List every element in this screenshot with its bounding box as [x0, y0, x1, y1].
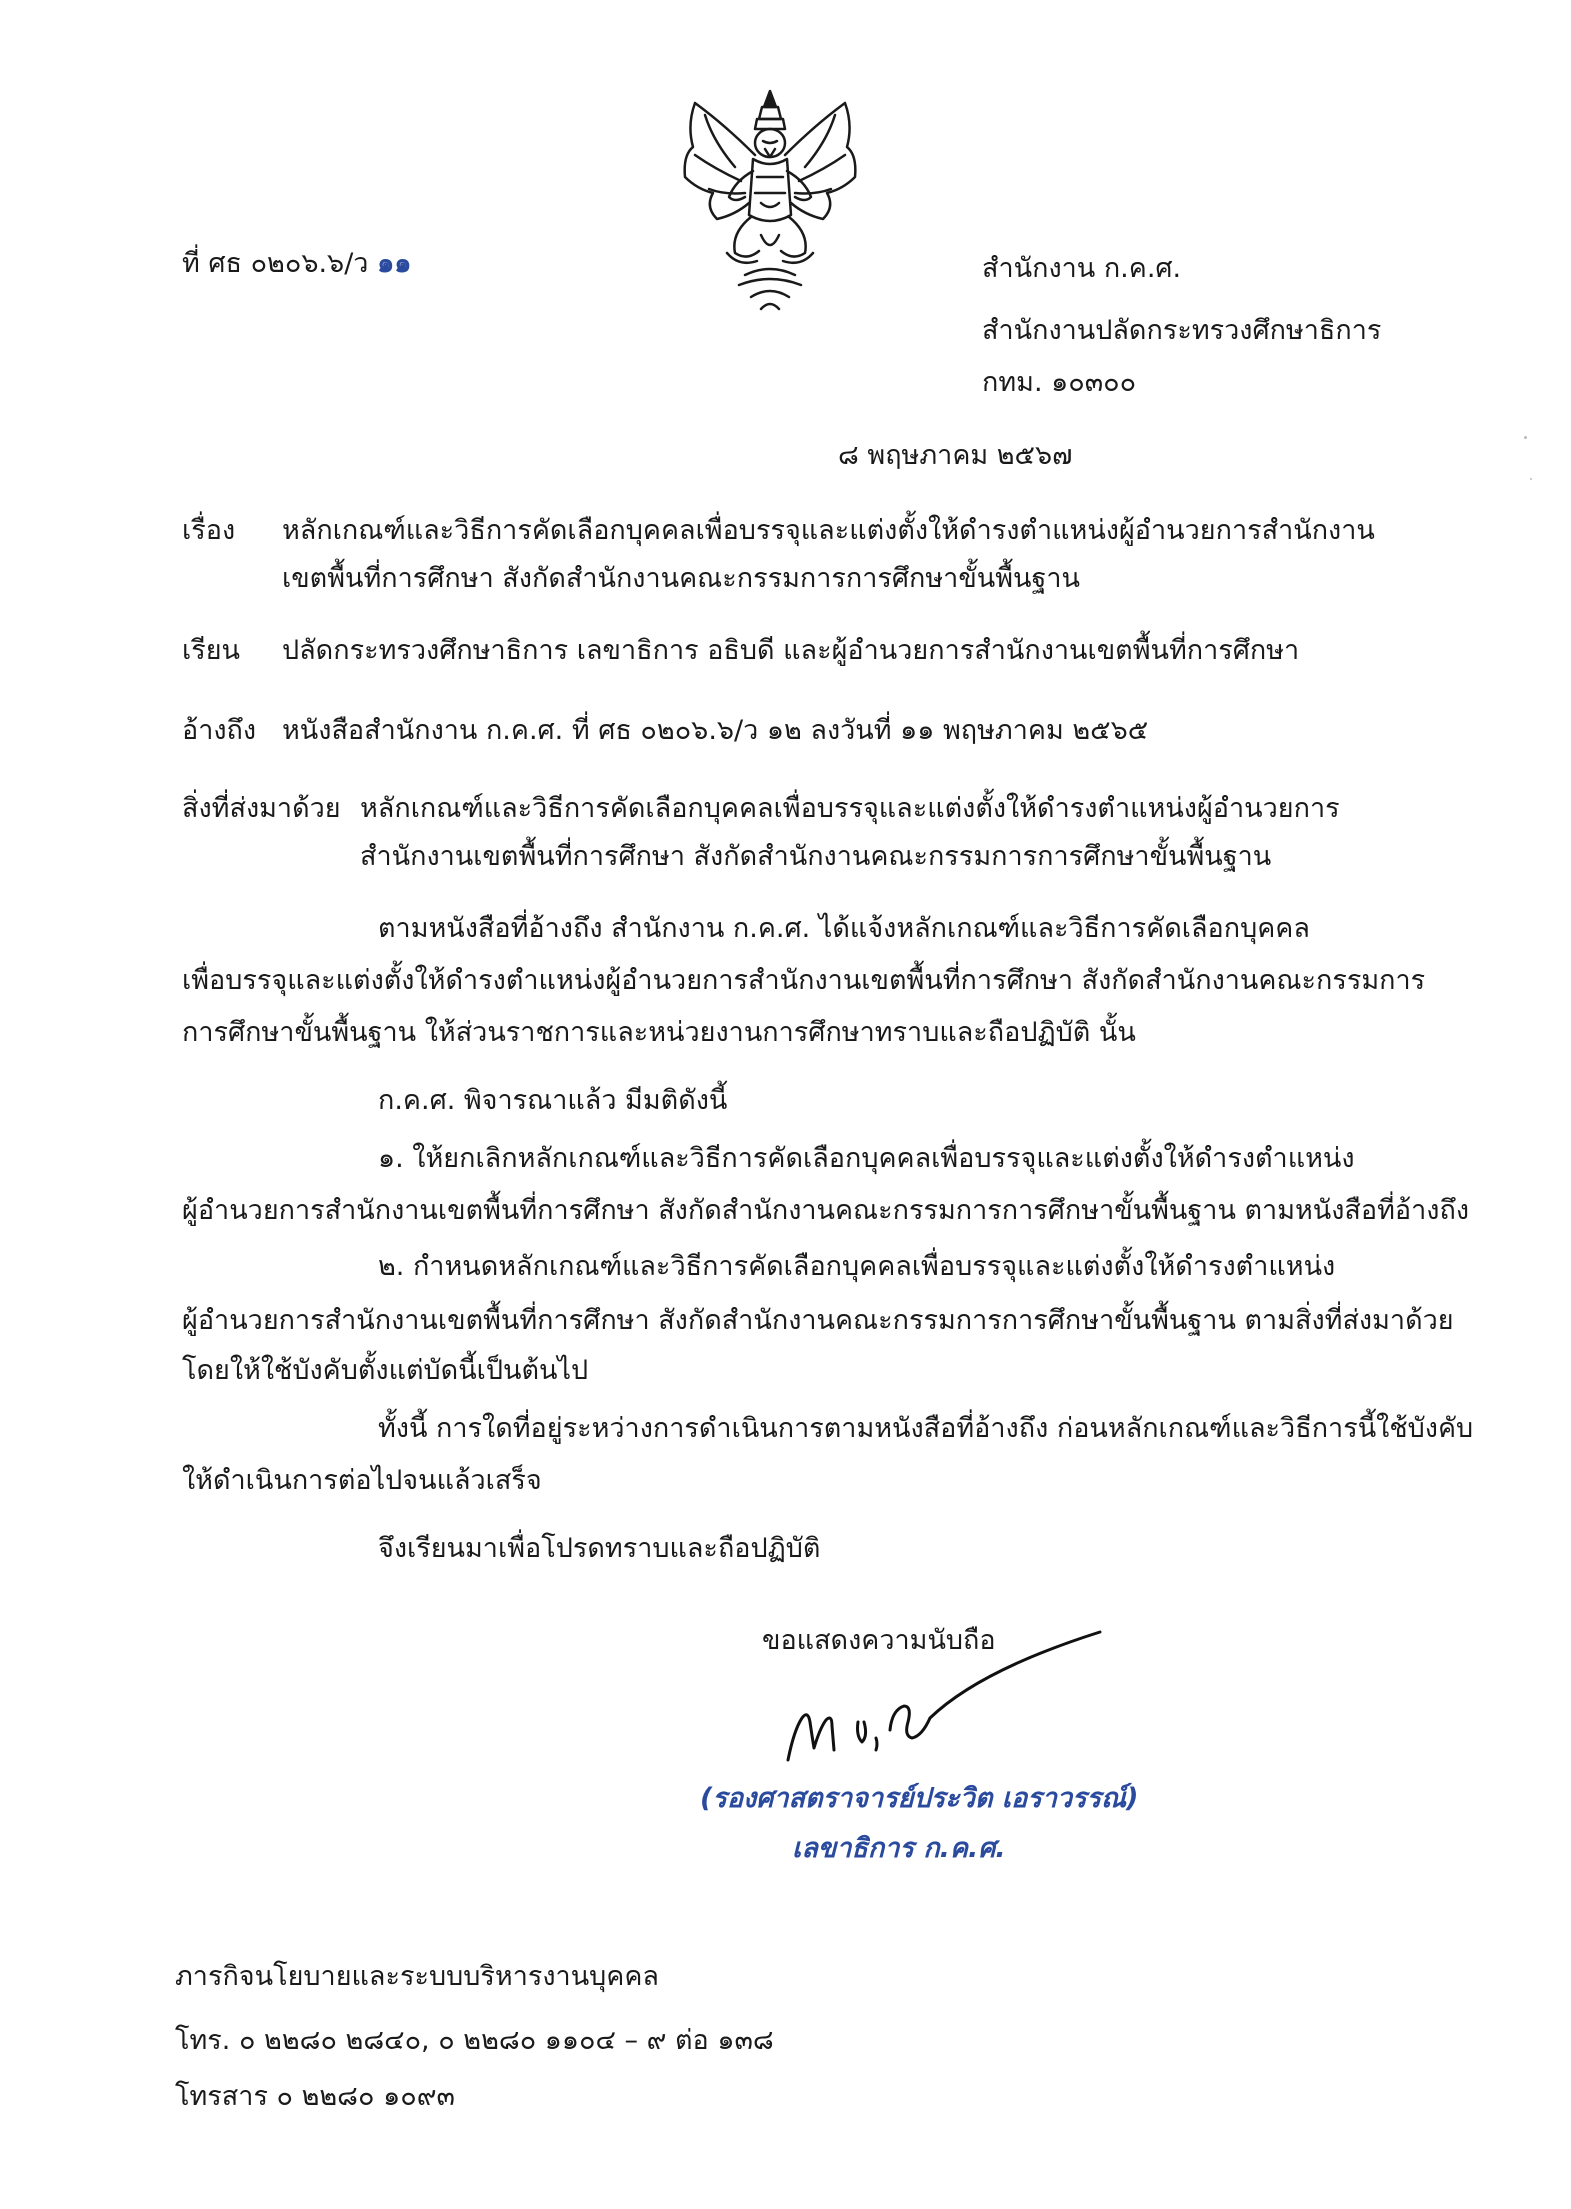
item1-line-2: ผู้อำนวยการสำนักงานเขตพื้นที่การศึกษา สังกัดสำนักงานคณะกรรมการการศึกษาขั้นพื้นฐาน ตามหนังสือที่อ้างถึง: [182, 1195, 1470, 1226]
body-para1-line-3: การศึกษาขั้นพื้นฐาน ให้ส่วนราชการและหน่วยงานการศึกษาทราบและถือปฏิบัติ นั้น: [182, 1017, 1136, 1048]
body-para1-line-1: ตามหนังสือที่อ้างถึง สำนักงาน ก.ค.ศ. ได้แจ้งหลักเกณฑ์และวิธีการคัดเลือกบุคคล: [378, 913, 1310, 944]
scan-speck: [1524, 436, 1527, 439]
salutation: ขอแสดงความนับถือ: [762, 1625, 996, 1656]
garuda-emblem-icon: [665, 85, 875, 320]
footer-division: ภารกิจนโยบายและระบบบริหารงานบุคคล: [175, 1961, 659, 1992]
resolution-intro: ก.ค.ศ. พิจารณาแล้ว มีมติดังนี้: [378, 1085, 728, 1116]
reference-number: ๑๑: [377, 248, 412, 279]
enclosure-line-1: หลักเกณฑ์และวิธีการคัดเลือกบุคคลเพื่อบรรจุและแต่งตั้งให้ดำรงตำแหน่งผู้อำนวยการ: [360, 793, 1340, 824]
handwritten-signature-icon: [780, 1610, 1120, 1770]
sender-office: สำนักงาน ก.ค.ศ.: [982, 253, 1182, 284]
reference-prefix: ที่ ศธ ๐๒๐๖.๖/ว: [182, 248, 369, 279]
enclosure-line-2: สำนักงานเขตพื้นที่การศึกษา สังกัดสำนักงานคณะกรรมการการศึกษาขั้นพื้นฐาน: [360, 841, 1272, 872]
item2-line-2: ผู้อำนวยการสำนักงานเขตพื้นที่การศึกษา สังกัดสำนักงานคณะกรรมการการศึกษาขั้นพื้นฐาน ตามสิ่งที่ส่งมาด้วย: [182, 1305, 1454, 1336]
sender-ministry: สำนักงานปลัดกระทรวงศึกษาธิการ: [982, 315, 1382, 346]
document-reference: [182, 245, 411, 283]
reference-text: หนังสือสำนักงาน ก.ค.ศ. ที่ ศธ ๐๒๐๖.๖/ว ๑๒ ลงวันที่ ๑๑ พฤษภาคม ๒๕๖๕: [282, 715, 1149, 746]
to-label: เรียน: [182, 635, 241, 666]
letter-date: ๘ พฤษภาคม ๒๕๖๗: [838, 440, 1073, 471]
item2-line-1: ๒. กำหนดหลักเกณฑ์และวิธีการคัดเลือกบุคคลเพื่อบรรจุและแต่งตั้งให้ดำรงตำแหน่ง: [378, 1251, 1336, 1282]
footer-phone: โทร. ๐ ๒๒๘๐ ๒๘๔๐, ๐ ๒๒๘๐ ๑๑๐๔ – ๙ ต่อ ๑๓๘: [175, 2025, 774, 2056]
enclosure-label: สิ่งที่ส่งมาด้วย: [182, 793, 341, 824]
item2-line-3: โดยให้ใช้บังคับตั้งแต่บัดนี้เป็นต้นไป: [182, 1355, 589, 1386]
reference-label: อ้างถึง: [182, 715, 257, 746]
scan-speck: [1530, 478, 1532, 480]
transitional-line-1: ทั้งนี้ การใดที่อยู่ระหว่างการดำเนินการตามหนังสือที่อ้างถึง ก่อนหลักเกณฑ์และวิธีการนี้ใช้บังคับ: [378, 1413, 1474, 1444]
signatory-name: (รองศาสตราจารย์ประวิต เอราวรรณ์): [700, 1783, 1139, 1814]
signatory-title: เลขาธิการ ก.ค.ศ.: [792, 1833, 1006, 1864]
transitional-line-2: ให้ดำเนินการต่อไปจนแล้วเสร็จ: [182, 1465, 542, 1496]
subject-line-1: หลักเกณฑ์และวิธีการคัดเลือกบุคคลเพื่อบรรจุและแต่งตั้งให้ดำรงตำแหน่งผู้อำนวยการสำนักงาน: [282, 515, 1375, 546]
subject-line-2: เขตพื้นที่การศึกษา สังกัดสำนักงานคณะกรรมการการศึกษาขั้นพื้นฐาน: [282, 563, 1081, 594]
sender-city: กทม. ๑๐๓๐๐: [982, 367, 1137, 398]
subject-label: เรื่อง: [182, 515, 236, 546]
closing-request: จึงเรียนมาเพื่อโปรดทราบและถือปฏิบัติ: [378, 1533, 821, 1564]
to-recipients: ปลัดกระทรวงศึกษาธิการ เลขาธิการ อธิบดี และผู้อำนวยการสำนักงานเขตพื้นที่การศึกษา: [282, 635, 1300, 666]
footer-fax: โทรสาร ๐ ๒๒๘๐ ๑๐๙๓: [175, 2081, 455, 2112]
item1-line-1: ๑. ให้ยกเลิกหลักเกณฑ์และวิธีการคัดเลือกบุคคลเพื่อบรรจุและแต่งตั้งให้ดำรงตำแหน่ง: [378, 1143, 1355, 1174]
body-para1-line-2: เพื่อบรรจุและแต่งตั้งให้ดำรงตำแหน่งผู้อำนวยการสำนักงานเขตพื้นที่การศึกษา สังกัดสำนักงานคณะกรรมการ: [182, 965, 1426, 996]
